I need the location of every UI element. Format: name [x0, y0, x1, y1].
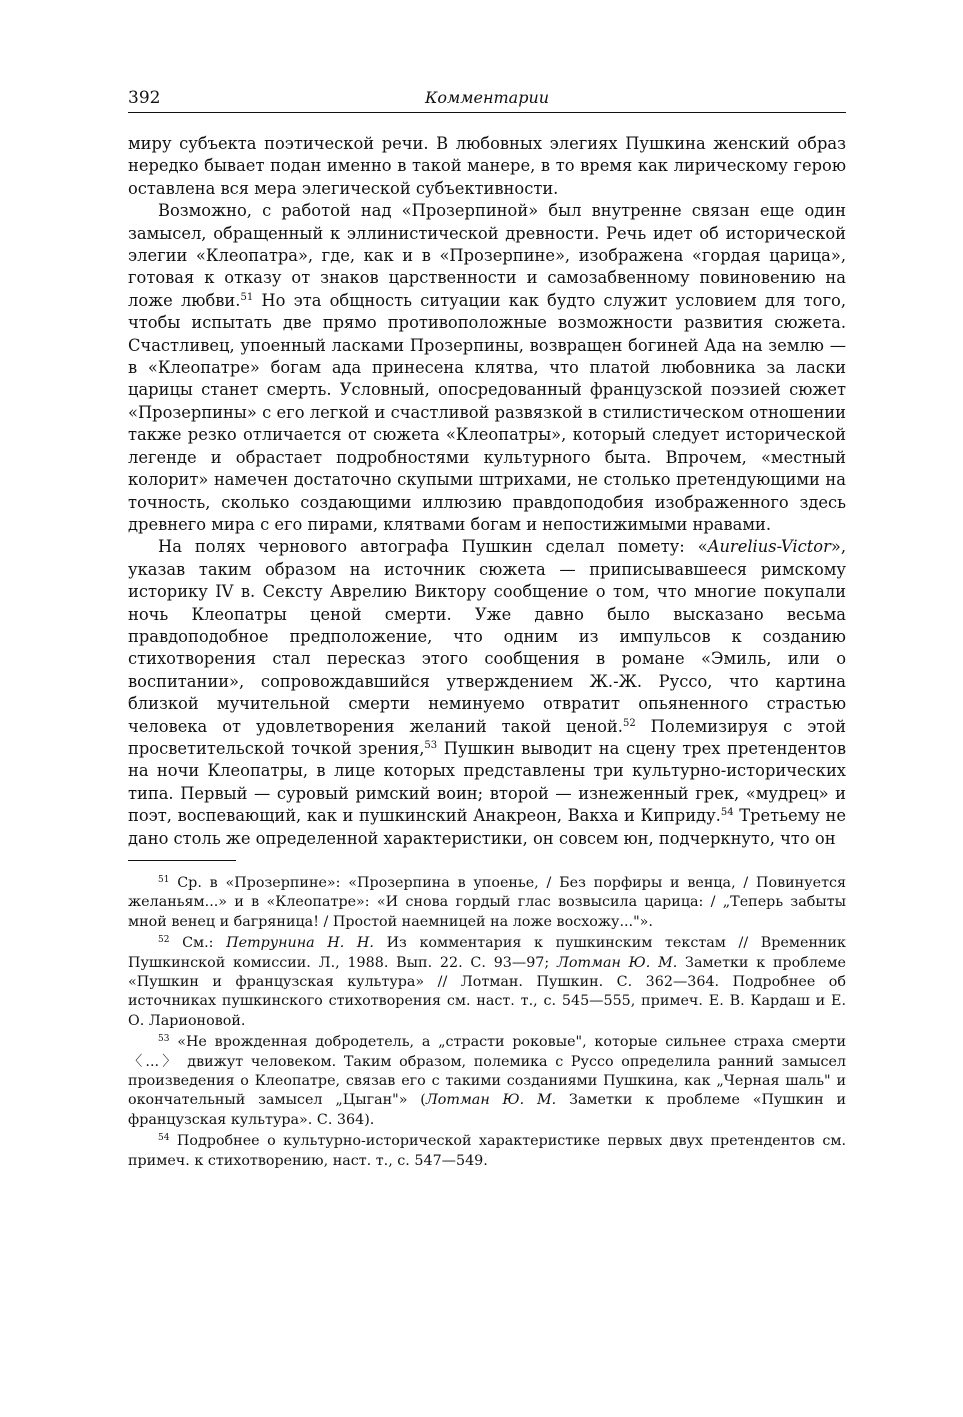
- paragraph-text: миру субъекта поэтической речи. В любовных элегиях Пушкина женский образ нередко бывает подан именно в такой манере, в то время как лирическому герою оставлена вся мера элегической субъективности.: [128, 134, 846, 198]
- paragraph-text: Возможно, с работой над «Прозерпиной» был внутренне связан еще один замысел, обращенный к эллинистической древности. Речь идет об исторической элегии «Клеопатра», где, как и в «Прозерпине», изображена «гордая царица», готовая к отказу от знаков царственности и самозабвенному повиновению на ложе любви.: [128, 201, 846, 310]
- author-name: Петрунина Н. Н.: [226, 935, 374, 952]
- paragraph-text: Но эта общность ситуации как будто служит условием для того, чтобы испытать две прямо противоположные возможности развития сюжета. Счастливец, упоенный ласками Прозерпины, возвращен богиней Ада на землю — в «Клеопатре» богам ада принесена клятва, что платой любовника за ласки царицы станет смерть. Условный, опосредованный французской поэзией сюжет «Прозерпины» с его легкой и счастливой развязкой в стилистическом отношении также резко отличается от сюжета «Клеопатры», который следует исторической легенде и обрастает подробностями культурного быта. Впрочем, «местный колорит» намечен достаточно скупыми штрихами, не столько претендующими на точность, сколько создающими иллюзию правдоподобия изображенного здесь древнего мира с его пирами, клятвами богам и непостижимыми нравами.: [128, 290, 846, 534]
- italic-text: Aurelius-Victor: [707, 537, 831, 557]
- footnote: [128, 1033, 846, 1130]
- page: [128, 88, 846, 1173]
- paragraph-text: На полях чернового автографа Пушкин сделал помету: «: [158, 537, 708, 557]
- footnote-number: 51: [158, 875, 170, 885]
- running-title: Комментарии: [424, 88, 550, 107]
- page-number: 392: [128, 88, 161, 108]
- footnote-ref[interactable]: 52: [622, 717, 636, 729]
- paragraph: [128, 200, 846, 536]
- footnote-text: Заметки к проблеме «Пушкин и французская культура». С. 364).: [128, 1092, 846, 1128]
- footnote-divider: [128, 860, 236, 861]
- footnote-number: 54: [158, 1133, 170, 1144]
- footnote: [128, 1132, 846, 1171]
- paragraph: [128, 536, 846, 850]
- paragraph-text: Полемизируя с этой просветительской точкой зрения,: [128, 716, 846, 758]
- footnote: [128, 934, 846, 1031]
- footnote-ref[interactable]: 54: [720, 807, 734, 819]
- footnote-ref[interactable]: 51: [240, 291, 254, 303]
- footnote-ref[interactable]: 53: [424, 739, 438, 751]
- footnote-text: Из комментария к пушкинским текстам // Временник Пушкинской комиссии. Л., 1988. Вып. 22. С. 93—97;: [128, 935, 846, 971]
- main-text: [128, 133, 846, 850]
- footnote-text: См.:: [169, 935, 227, 952]
- page-header: [128, 88, 846, 113]
- paragraph-text: », указав таким образом на источник сюжета — приписывавшееся римскому историку IV в. Сексту Аврелию Виктору сообщение о том, что многие покупали ночь Клеопатры ценой смерти. Уже давно было высказано весьма правдоподобное предположение, что одним из импульсов к созданию стихотворения стал пересказ этого сообщения в романе «Эмиль, или о воспитании», сопровождавшийся утверждением Ж.-Ж. Руссо, что картина близкой мучительной смерти неминуемо отвратит опьяненного страстью человека от удовлетворения желаний такой ценой.: [128, 537, 846, 736]
- footnote-text: Заметки к проблеме «Пушкин и французская культура» // Лотман. Пушкин. С. 362—364. Подробнее об источниках пушкинского стихотворения см. наст. т., с. 545—555, примеч. Е. В. Кардаш и Е. О. Ларионовой.: [128, 954, 846, 1029]
- footnote-text: Подробнее о культурно-исторической характеристике первых двух претендентов см. примеч. к стихотворению, наст. т., с. 547—549.: [128, 1133, 846, 1169]
- footnotes: [128, 874, 846, 1171]
- footnote-text: «Не врожденная добродетель, а „страсти роковые", которые сильнее страха смерти 〈...〉 движут человеком. Таким образом, полемика с Руссо определила ранний замысел произведения о Клеопатре, связав его с такими созданиями Пушкина, как „Черная шаль" и окончательный замысел „Цыган"» (: [128, 1034, 846, 1109]
- footnote-text: Ср. в «Прозерпине»: «Прозерпина в упоенье, / Без порфиры и венца, / Повинуется желаньям...» и в «Клеопатре»: «И снова гордый глас возвысила царица: / „Теперь забыты мной венец и багряница! / Простой наемницей на ложе восхожу..."».: [128, 875, 846, 930]
- paragraph-text: Третьему не дано столь же определенной характеристики, он совсем юн, подчеркнуто, что он: [128, 806, 846, 848]
- paragraph-text: Пушкин выводит на сцену трех претендентов на ночи Клеопатры, в лице которых представлены три культурно-исторических типа. Первый — суровый римский воин; второй — изнеженный грек, «мудрец» и поэт, воспевающий, как и пушкинский Анакреон, Вакха и Киприду.: [128, 738, 846, 826]
- paragraph: [128, 133, 846, 200]
- footnote-number: 53: [158, 1034, 170, 1045]
- author-name: Лотман Ю. М.: [425, 1092, 557, 1109]
- footnote-number: 52: [158, 935, 170, 946]
- footnote: [128, 874, 846, 932]
- author-name: Лотман Ю. М.: [557, 954, 678, 971]
